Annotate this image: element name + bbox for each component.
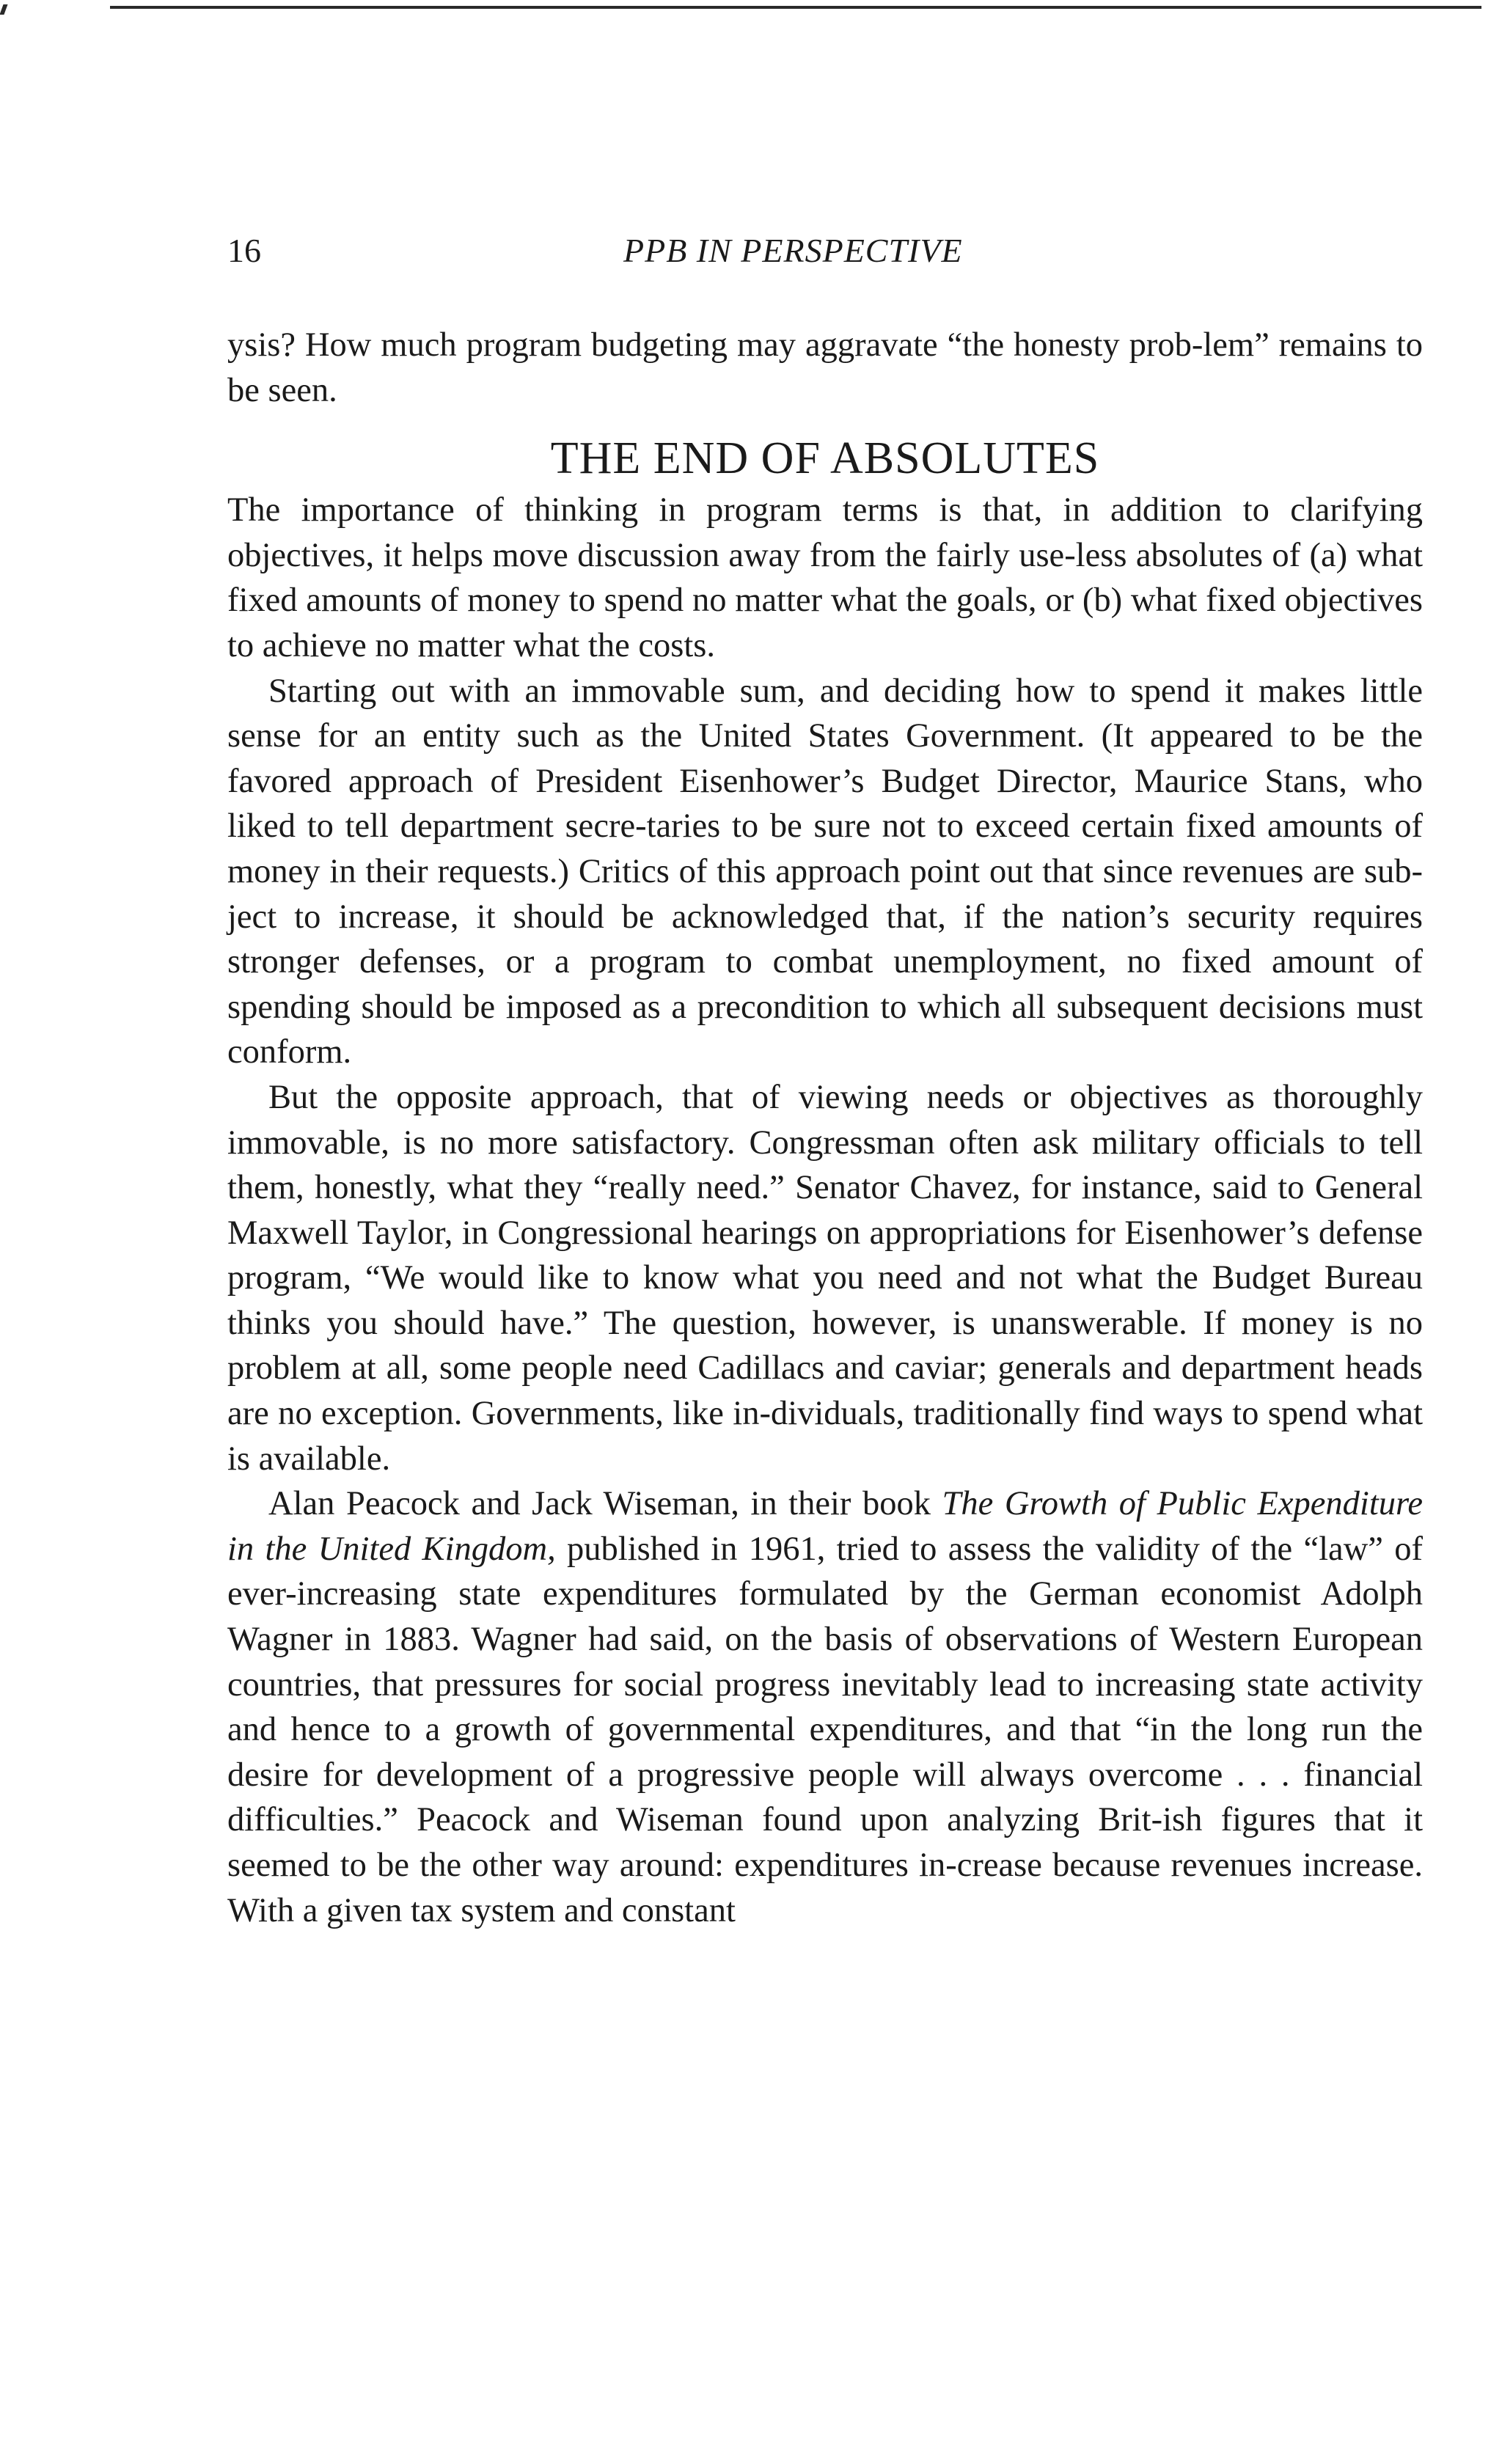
scan-top-rule (110, 6, 1481, 9)
paragraph-1: The importance of thinking in program terms is that, in addition to clarifying objectives, it helps move discussion away from the fairly use-less absolutes of (a) what fixed amounts of money to spend no matter what the goals, or (b) what fixed objectives to achieve no matter what the costs. (227, 491, 1423, 664)
book-title: The Growth of Public Expenditure in the United Kingdom, (227, 1485, 1423, 1568)
running-header (227, 227, 1423, 274)
paragraph-continued: ysis? How much program budgeting may aggravate “the honesty prob-lem” remains to be seen. (227, 326, 1423, 409)
paragraph-3: But the opposite approach, that of viewing needs or objectives as thoroughly immovable, is no more satisfactory. Congressman often ask military officials to tell them, honestly, what they “really need.” Senator Chavez, for instance, said to General Maxwell Taylor, in Congressional hearings on appropriations for Eisenhower’s defense program, “We would like to know what you need and not what the Budget Bureau thinks you should have.” The question, however, is unanswerable. If money is no problem at all, some people need Cadillacs and caviar; generals and department heads are no exception. Governments, like in-dividuals, traditionally find ways to spend what is available. (227, 1078, 1423, 1478)
paragraph-4-text-after: published in 1961, tried to assess the validity of the “law” of ever-increasing state expenditures formulated by the German economist Adolph Wagner in 1883. Wagner had said, on the basis of observations of Western European countries, that pressures for social progress inevitably lead to increasing state activity and hence to a growth of governmental expenditures, and that “in the long run the desire for development of a progressive people will always overcome . . . financial difficulties.” Peacock and Wiseman found upon analyzing Brit-ish figures that it seemed to be the other way around: expenditures in-crease because revenues increase. With a given tax system and constant (227, 1530, 1423, 1929)
running-title: PPB IN PERSPECTIVE (623, 232, 963, 269)
paragraph-4-text-before: Alan Peacock and Jack Wiseman, in their book (268, 1485, 942, 1523)
paragraph-2: Starting out with an immovable sum, and deciding how to spend it makes little sense for an entity such as the United States Government. (It appeared to be the favored approach of President Eisenhower’s Budget Director, Maurice Stans, who liked to tell department secre-taries to be sure not to exceed certain fixed amounts of money in their requests.) Critics of this approach point out that since revenues are sub-ject to increase, it should be acknowledged that, if the nation’s security requires stronger defenses, or a program to combat unemployment, no fixed amount of spending should be imposed as a precondition to which all subsequent decisions must conform. (227, 672, 1423, 1071)
page-number: 16 (227, 232, 261, 269)
section-heading: THE END OF ABSOLUTES (550, 433, 1100, 484)
scan-edge-mark (0, 4, 8, 15)
page-body (227, 323, 1423, 1933)
paragraph-4 (227, 1481, 1423, 1933)
